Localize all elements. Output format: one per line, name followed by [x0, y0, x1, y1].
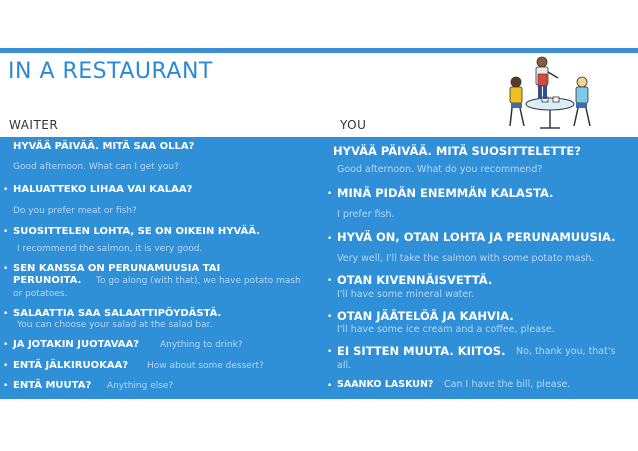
- waiter-line-4-finnish-b: PERUNOITA.: [13, 275, 82, 286]
- bullet: •: [327, 189, 333, 199]
- waiter-line-1-english: Good afternoon. What can I get you?: [13, 162, 179, 172]
- you-line-6-finnish: EI SITTEN MUUTA. KIITOS.: [337, 344, 506, 358]
- bullet: •: [3, 309, 9, 319]
- waiter-line-3-english: I recommend the salmon, it is very good.: [17, 244, 203, 254]
- you-line-5-english: I'll have some ice cream and a coffee, please.: [337, 324, 555, 335]
- bullet: •: [3, 227, 9, 237]
- bullet: •: [327, 276, 333, 286]
- waiter-column-heading: WAITER: [9, 118, 59, 132]
- bullet: •: [3, 340, 9, 350]
- you-line-2-english: I prefer fish.: [337, 209, 395, 220]
- waiter-line-4-finnish-a: SEN KANSSA ON PERUNAMUUSIA TAI: [13, 263, 221, 274]
- waiter-line-6-finnish: JA JOTAKIN JUOTAVAA?: [13, 339, 140, 350]
- bullet: •: [3, 185, 9, 195]
- you-line-7-finnish: SAANKO LASKUN?: [337, 379, 434, 390]
- you-line-6-english-a: No, thank you, that's: [516, 346, 616, 357]
- bullet: •: [3, 361, 9, 371]
- you-line-6-english-b: all.: [337, 360, 352, 371]
- waiter-line-2-finnish: HALUATTEKO LIHAA VAI KALAA?: [13, 184, 193, 195]
- bullet: •: [327, 381, 333, 391]
- waiter-line-7-english: How about some dessert?: [147, 361, 264, 371]
- bullet: •: [327, 312, 333, 322]
- you-line-4-finnish: OTAN KIVENNÄISVETTÄ.: [337, 273, 493, 287]
- you-line-1-english: Good afternoon. What do you recommend?: [337, 164, 543, 175]
- waiter-line-4-english-b: or potatoes.: [13, 289, 68, 299]
- waiter-line-8-english: Anything else?: [107, 381, 174, 391]
- page-title: IN A RESTAURANT: [8, 59, 213, 84]
- bullet: •: [327, 347, 333, 357]
- you-line-1-finnish: HYVÄÄ PÄIVÄÄ. MITÄ SUOSITTELETTE?: [333, 144, 581, 158]
- you-line-3-english: Very well, I'll take the salmon with some potato mash.: [337, 253, 595, 264]
- bullet: •: [3, 264, 9, 274]
- you-column-heading: YOU: [340, 118, 367, 132]
- waiter-line-6-english: Anything to drink?: [160, 340, 243, 350]
- you-line-4-english: I'll have some mineral water.: [337, 289, 475, 300]
- waiter-line-5-finnish: SALAATTIA SAA SALAATTIPÖYDÄSTÄ.: [13, 308, 222, 319]
- bullet: •: [3, 381, 9, 391]
- you-line-3-finnish: HYVÄ ON, OTAN LOHTA JA PERUNAMUUSIA.: [337, 230, 616, 244]
- waiter-line-2-english: Do you prefer meat or fish?: [13, 206, 137, 216]
- waiter-line-7-finnish: ENTÄ JÄLKIRUOKAA?: [13, 360, 129, 371]
- you-panel: [324, 137, 638, 399]
- bullet: •: [327, 234, 333, 244]
- you-line-5-finnish: OTAN JÄÄTELÖÄ JA KAHVIA.: [337, 309, 514, 323]
- waiter-line-4-english-a: To go along (with that), we have potato mash: [96, 276, 301, 286]
- restaurant-illustration: [498, 52, 598, 134]
- waiter-line-5-english: You can choose your salad at the salad bar.: [17, 320, 213, 330]
- waiter-line-8-finnish: ENTÄ MUUTA?: [13, 380, 92, 391]
- panel-gap: [323, 137, 328, 399]
- waiter-line-1-finnish: HYVÄÄ PÄIVÄÄ. MITÄ SAA OLLA?: [13, 141, 195, 152]
- you-line-2-finnish: MINÄ PIDÄN ENEMMÄN KALASTA.: [337, 186, 554, 200]
- you-line-7-english: Can I have the bill, please.: [444, 379, 571, 390]
- waiter-line-3-finnish: SUOSITTELEN LOHTA, SE ON OIKEIN HYVÄÄ.: [13, 226, 261, 237]
